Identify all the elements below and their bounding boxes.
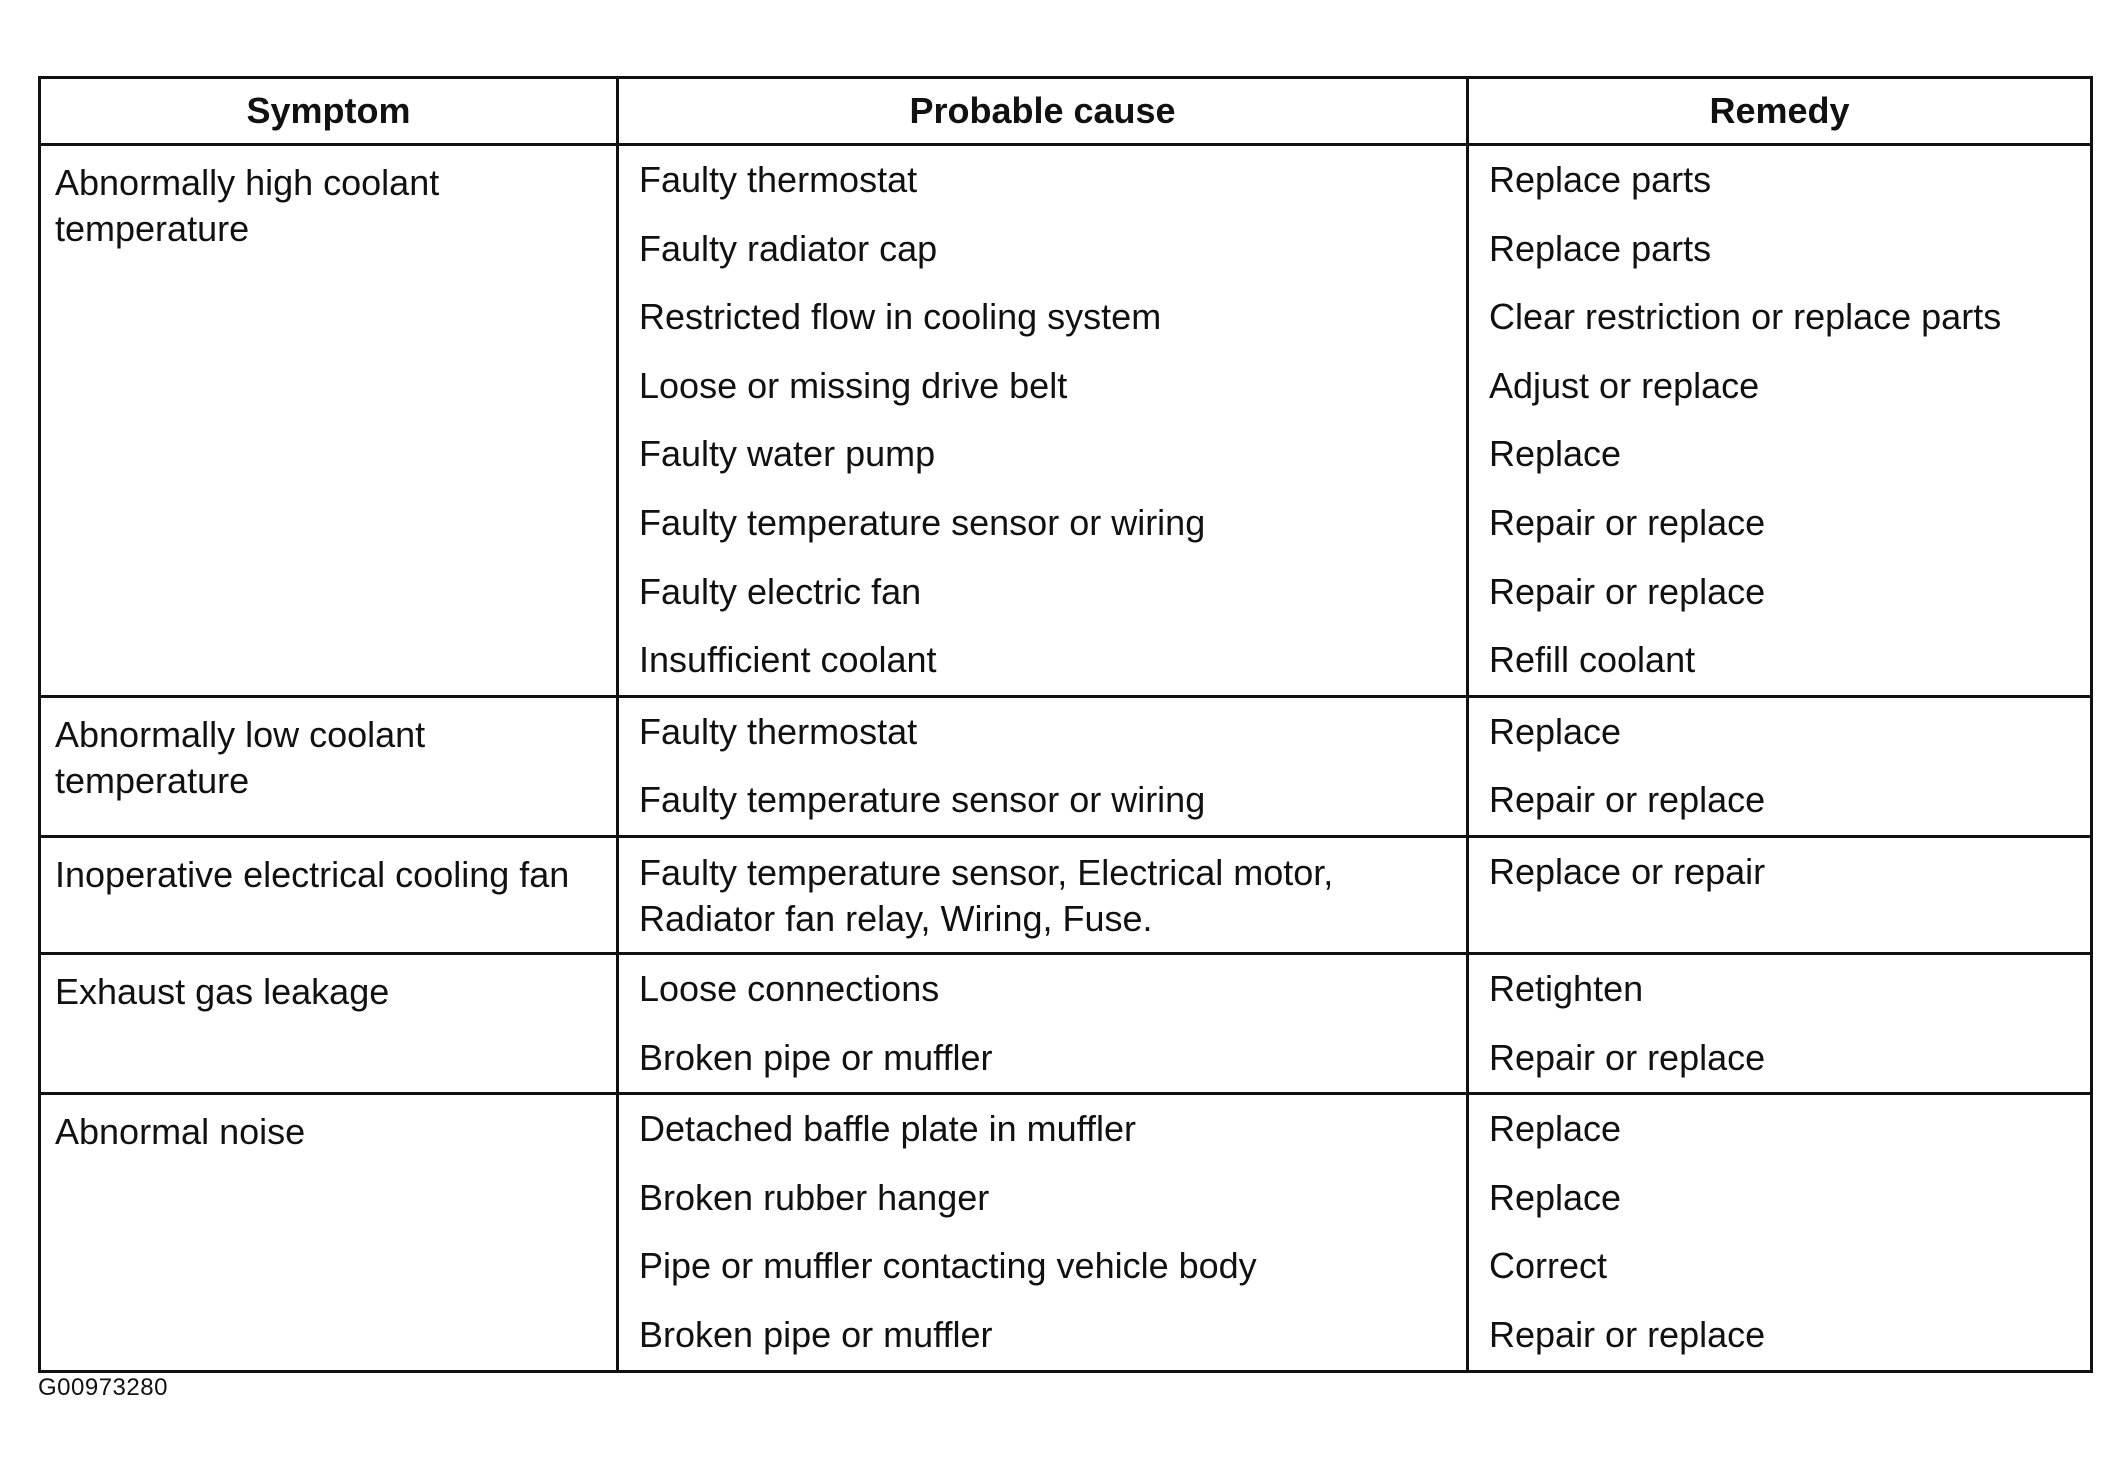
cause-item: Pipe or muffler contacting vehicle body [639, 1245, 1257, 1287]
remedy-item: Repair or replace [1489, 570, 1766, 612]
cause-item: Faulty electric fan [639, 570, 922, 612]
symptom-cell: Abnormal noise [40, 1094, 618, 1371]
header-remedy: Remedy [1468, 78, 2092, 145]
remedy-item: Repair or replace [1489, 1036, 1766, 1078]
troubleshooting-table [38, 76, 2093, 1373]
remedy-item: Replace [1489, 1108, 1622, 1150]
header-probable-cause: Probable cause [618, 78, 1468, 145]
cause-item: Detached baffle plate in muffler [639, 1108, 1136, 1150]
troubleshooting-document [38, 76, 2090, 1373]
cause-item: Faulty temperature sensor, Electrical motor, Radiator fan relay, Wiring, Fuse. [639, 851, 1334, 939]
cause-item: Insufficient coolant [639, 639, 937, 681]
remedy-item: Replace [1489, 710, 1622, 752]
cause-item: Faulty thermostat [639, 159, 918, 200]
causes-cell [618, 145, 1468, 697]
cause-item: Faulty temperature sensor or wiring [639, 501, 1206, 543]
remedy-item: Refill coolant [1489, 639, 1696, 681]
cause-item: Faulty temperature sensor or wiring [639, 779, 1206, 821]
remedy-item: Repair or replace [1489, 1313, 1766, 1355]
cause-item: Loose or missing drive belt [639, 364, 1068, 406]
remedies-cell [1468, 696, 2092, 836]
cause-item: Restricted flow in cooling system [639, 296, 1162, 338]
remedy-item: Repair or replace [1489, 501, 1766, 543]
causes-cell [618, 696, 1468, 836]
remedy-item: Replace [1489, 433, 1622, 475]
cause-item: Broken rubber hanger [639, 1176, 990, 1218]
table-row-group [40, 696, 2092, 836]
remedy-item: Correct [1489, 1245, 1608, 1287]
cause-item: Broken pipe or muffler [639, 1036, 993, 1078]
remedies-cell [1468, 1094, 2092, 1371]
symptom-cell: Exhaust gas leakage [40, 953, 618, 1093]
cause-item: Loose connections [639, 967, 940, 1009]
symptom-cell: Abnormally high coolant temperature [40, 145, 618, 697]
remedy-item: Adjust or replace [1489, 364, 1760, 406]
header-symptom: Symptom [40, 78, 618, 145]
header-row [40, 78, 2092, 145]
cause-item: Faulty water pump [639, 433, 936, 475]
remedies-cell [1468, 836, 2092, 953]
table-row-group [40, 836, 2092, 953]
causes-cell [618, 953, 1468, 1093]
remedy-item: Repair or replace [1489, 779, 1766, 821]
table-row-group [40, 1094, 2092, 1371]
remedy-item: Replace [1489, 1176, 1622, 1218]
cause-item: Faulty thermostat [639, 710, 918, 752]
remedies-cell [1468, 953, 2092, 1093]
symptom-cell: Inoperative electrical cooling fan [40, 836, 618, 953]
figure-code: G00973280 [38, 1374, 168, 1401]
remedy-item: Retighten [1489, 967, 1644, 1009]
symptom-cell: Abnormally low coolant temperature [40, 696, 618, 836]
cause-item: Broken pipe or muffler [639, 1313, 993, 1355]
causes-cell [618, 1094, 1468, 1371]
remedy-item: Replace or repair [1489, 850, 1766, 892]
causes-cell [618, 836, 1468, 953]
remedy-item: Replace parts [1489, 159, 1712, 200]
table-row-group [40, 953, 2092, 1093]
remedy-item: Replace parts [1489, 227, 1712, 269]
table-row-group [40, 145, 2092, 697]
cause-item: Faulty radiator cap [639, 227, 938, 269]
remedies-cell [1468, 145, 2092, 697]
remedy-item: Clear restriction or replace parts [1489, 296, 2002, 338]
